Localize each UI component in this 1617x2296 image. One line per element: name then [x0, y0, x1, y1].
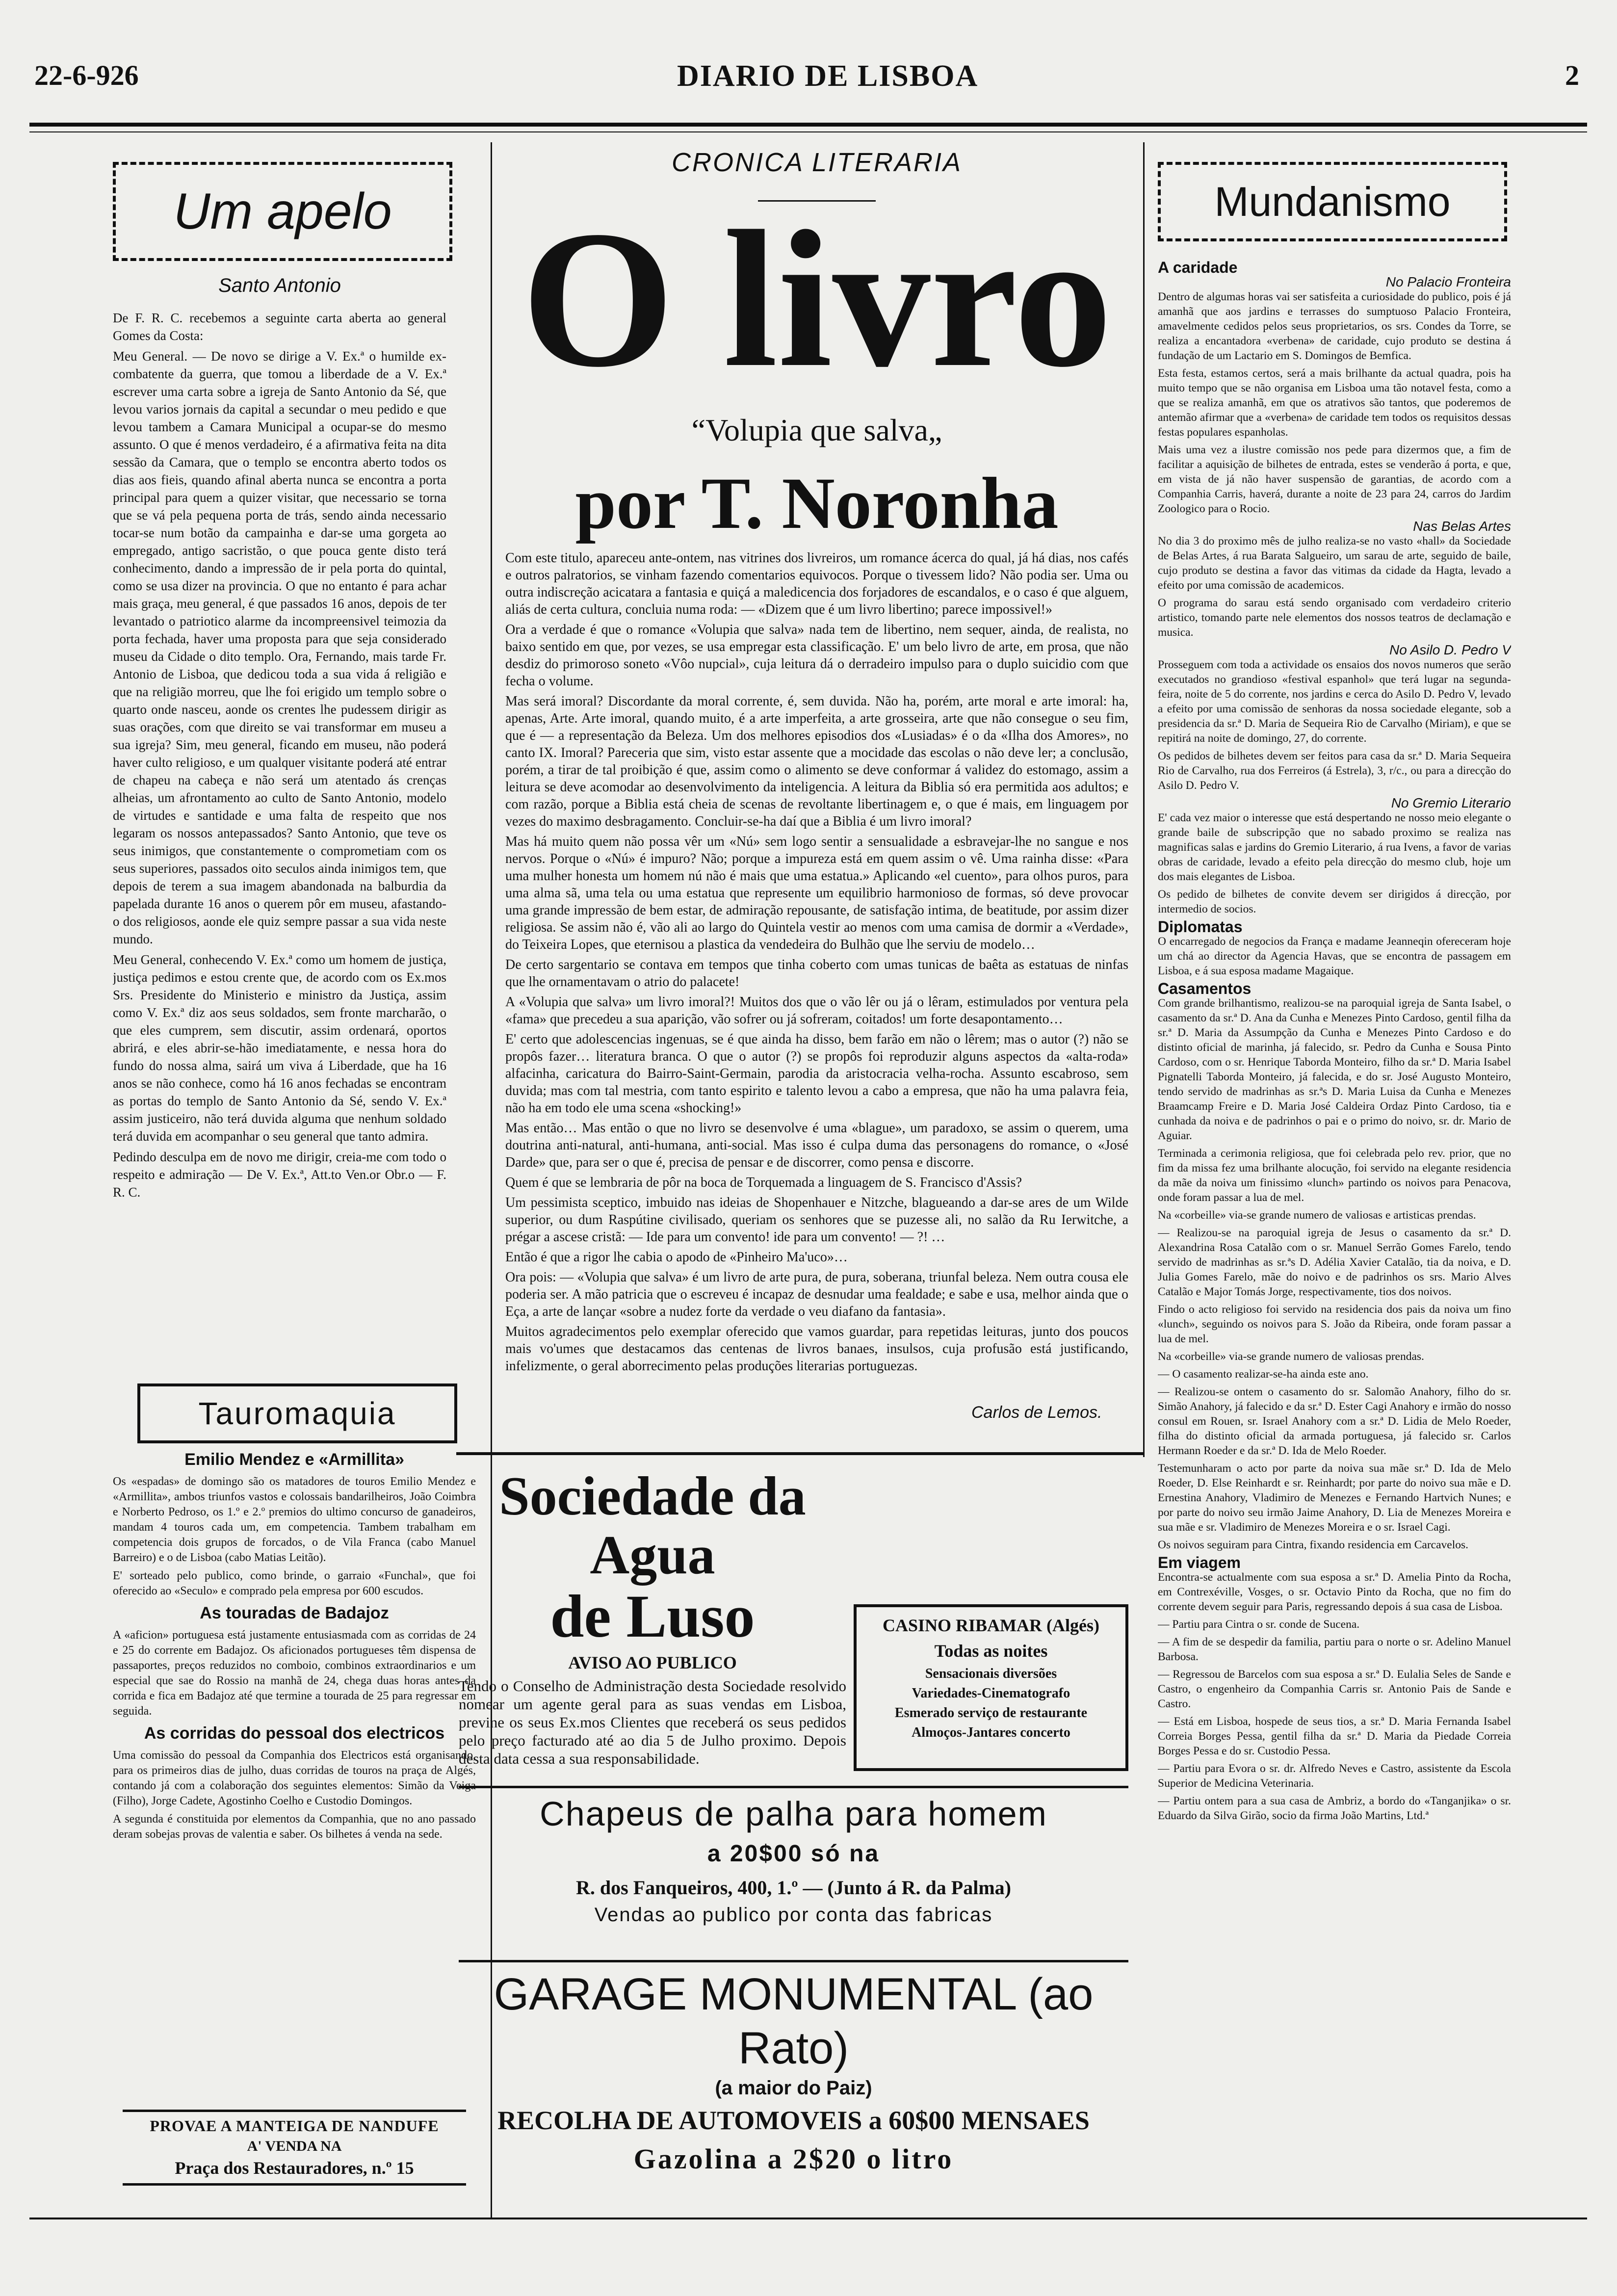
- paragraph: — Partiu ontem para a sua casa de Ambriz, a bordo do «Tanganjika» o sr. Eduardo da Silva Girão, socio da firma João Martins, Ltd.ª: [1158, 1795, 1511, 1822]
- paragraph: E' certo que adolescencias ingenuas, se é que ainda ha disso, bem farão em não o lêrem; mas o autor (?) não se propôs fazer… literatura branca. O que o autor (?) se propôs foi reproduzir alguns aspectos da «alta-roda» alfacinha, caricatura do Bairro-Saint-Germain, parodia da aristocracia velha-rocha. Assunto escabroso, sem duvida; mas com tal mestria, com tanto espirito e talento levou a cabo a empresa, que não ha uma palavra feia, não ha em todo ele uma scena «shocking!»: [505, 1032, 1128, 1116]
- byline: por T. Noronha: [575, 463, 1059, 544]
- masthead-title: DIARIO DE LISBOA: [677, 59, 979, 93]
- paragraph: — Partiu para Evora o sr. dr. Alfredo Neves e Castro, assistente da Escola Superior de Medicina Veterinaria.: [1158, 1762, 1511, 1790]
- paragraph: Meu General. — De novo se dirige a V. Ex.ª o humilde ex-combatente da guerra, que tomou a liberdade de a V. Ex.ª escrever uma carta sobre a igreja de Santo Antonio da Sé, que levou varios jornais da capital a secundar o meu pedido e que levou tambem a Camara Municipal a ocupar-se do mesmo assunto. O que é menos verdadeiro, é a afirmativa feita na dita sessão da Camara, que o templo se encontra aberto todos os dias aos fieis, quando afinal aberta nunca se encontra a porta principal para quem a quizer visitar, que necessario se torna que se vá pela pequena porta de trás, sendo ainda necessario tocar-se num botão da campainha e dar-se uma gorgeta ao empregado, antigo sacristão, o que pouca gente disto terá conhecimento, dando a impressão de ir pela porta do quintal, como se usa dizer na provincia. O que no entanto é para achar mais graça, meu general, é que passados 16 anos, depois de ter levantado o patriotico alarme da incompreensivel teimozia da porta fechada, haver uma proposta para que seja considerado museu da Cidade o dito templo. Ora, Fernando, mais tarde Fr. Antonio de Lisboa, que dedicou toda a sua vida á religião e que na religião morreu, que lhe foi erigido um templo sobre o quarto onde nasceu, aonde os crentes lhe pudessem dirigir as suas orações, com que direito se vai transformar em museu a sua igreja? Sim, meu general, ficando em museu, não poderá haver culto religioso, e um qualquer visitante poderá até entrar de chapeu na cabeça e não será um atentado ás crenças alheias, um afrontamento ao culto de Santo Antonio, modelo de virtudes e santidade e uma falta de respeito que nos legaram os nossos antepassados? Santo Antonio, que teve os seus inimigos, que constantemente o comprometiam com os seus superiores, passados oito seculos ainda inimigos tem, que depois de terem a sua imagem abandonada na balburdia da papelada durante 16 anos o querem pôr em museu, afastando-o dos religiosos, aonde ele quiz sempre passar a sua vida neste mundo.: [113, 349, 446, 946]
- chapeus-ad: [459, 1786, 1128, 1962]
- section-heading: Em viagem: [1158, 1554, 1241, 1571]
- tauromaquia-title-box: [137, 1383, 457, 1443]
- paragraph: Na «corbeille» via-se grande numero de valiosas e artisticas prendas.: [1158, 1209, 1476, 1222]
- mundanismo-title: Mundanismo: [1214, 179, 1451, 225]
- masthead-rule: [29, 123, 1587, 127]
- casino-ribamar-ad: [854, 1604, 1128, 1771]
- manteiga-ad-line-3: Praça dos Restauradores, n.º 15: [175, 2158, 414, 2178]
- um-apelo-subtitle: Santo Antonio: [218, 275, 341, 296]
- agua-luso-title: Sociedade da Agua: [499, 1466, 806, 1586]
- manteiga-ad-line-2: A' VENDA NA: [247, 2138, 342, 2154]
- garage-subtitle: (a maior do Paiz): [715, 2077, 872, 2099]
- headline: O livro: [522, 190, 1112, 408]
- um-apelo-title-box: [113, 162, 452, 261]
- section-place: No Asilo D. Pedro V: [1389, 642, 1511, 657]
- paragraph: Quem é que se lembraria de pôr na boca de Torquemada a linguagem de S. Francisco d'Assis?: [505, 1175, 1022, 1190]
- paragraph: Esta festa, estamos certos, será a mais brilhante da actual quadra, pois ha muito tempo que se não organisa em Lisboa uma tão notavel festa, como a que se realiza amanhã, em que os atrativos são tantos, que poderemos de antemão afirmar que a «verbena» de caridade tem todos os requisitos dessas festas populares espanholas.: [1158, 367, 1511, 439]
- paragraph: Na «corbeille» via-se grande numero de valiosas prendas.: [1158, 1350, 1424, 1363]
- section-place: Nas Belas Artes: [1413, 519, 1511, 534]
- um-apelo-title: Um apelo: [173, 183, 392, 240]
- tauromaquia-heading-1: Emilio Mendez e «Armillita»: [184, 1452, 404, 1469]
- garage-line-1: RECOLHA DE AUTOMOVEIS a 60$00 MENSAES: [497, 2106, 1090, 2135]
- paragraph: Findo o acto religioso foi servido na residencia dos pais da noiva um fino «lunch», seguindo os noivos para S. João da Ribeira, onde foram passar a lua de mel.: [1158, 1303, 1511, 1345]
- paragraph: — Está em Lisboa, hospede de seus tios, a sr.ª D. Maria Fernanda Isabel Correia Borges Pessa, gentil filha da sr.ª D. Maria da Piedade Correia Borges Pessa e do sr. Custodio Pessa.: [1158, 1715, 1511, 1757]
- section-place: No Palacio Fronteira: [1385, 274, 1511, 289]
- mundanismo-title-box: [1158, 162, 1507, 241]
- masthead-rule-thin: [29, 131, 1587, 132]
- garage-title: GARAGE MONUMENTAL (ao Rato): [494, 1969, 1094, 2073]
- paragraph: Testemunharam o acto por parte da noiva sua mãe sr.ª D. Ida de Melo Roeder, D. Else Reinhardt e sr. Reinhardt; por parte do noivo sua mãe e D. Ernestina Anahory, Vladimiro de Menezes e Fernando Hartvich Nunes; e por parte do noivo seu irmão Jaime Anahory, D. Lia de Menezes Moreira e sua mãe e sr. Vladimiro de Menezes Moreira e o sr. Israel Cagi.: [1158, 1462, 1511, 1534]
- mundanismo-body: [1158, 260, 1511, 2193]
- tauromaquia-heading-3: As corridas do pessoal dos electricos: [144, 1724, 445, 1743]
- chapeus-title: Chapeus de palha para homem: [540, 1795, 1047, 1833]
- paragraph: Ora a verdade é que o romance «Volupia que salva» nada tem de libertino, nem sequer, ainda, de realista, no baixo sentido em que, por vezes, se usa empregar esta classificação. E' um belo livro de arte, em prosa, que não desdiz do primoroso soneto «Vôo nupcial», cuja leitura dá o derradeiro impulso para o duplo suicidio com que fecha o volume.: [505, 622, 1128, 689]
- paragraph: — Partiu para Cintra o sr. conde de Sucena.: [1158, 1618, 1360, 1631]
- paragraph: Mais uma vez a ilustre comissão nos pede para dizermos que, a fim de facilitar a aquisição de bilhetes de entrada, estes se venderão á porta, e que, em vista de já não haver suspensão de garantias, de acordo com a Companhia Carris, haverá, durante a noite de 23 para 24, carros do Jardim Zoologico para o Rocio.: [1158, 444, 1511, 515]
- paragraph: O programa do sarau está sendo organisado com verdadeiro criterio artistico, tomando parte nele elementos dos nossos teatros de declamação e musica.: [1158, 597, 1511, 639]
- page-bottom-rule: [29, 2218, 1587, 2219]
- tauromaquia-body: [113, 1452, 476, 2105]
- chapeus-price: a 20$00 só na: [707, 1841, 880, 1867]
- um-apelo-body: [113, 309, 446, 1374]
- paragraph: Os pedidos de bilhetes devem ser feitos para casa da sr.ª D. Maria Sequeira Rio de Carvalho, rua dos Ferreiros (á Estrela), 3, r/c., ou para a direcção do Asilo D. Pedro V.: [1158, 750, 1511, 792]
- paragraph: De F. R. C. recebemos a seguinte carta aberta ao general Gomes da Costa:: [113, 311, 446, 343]
- agua-luso-subtitle: AVISO AO PUBLICO: [568, 1653, 737, 1672]
- paragraph: — Realizou-se na paroquial igreja de Jesus o casamento da sr.ª D. Alexandrina Rosa Catalão com o sr. Manuel Serrão Gomes Farelo, tendo servido de madrinhas as sr.ªs D. Adélia Xavier Catalão, tia da noiva, e D. Julia Gomes Farelo, mãe do noivo e de padrinhos os srs. Mario Alves Catalão e Major Tomás Jorge, respectivamente, tios dos noivos.: [1158, 1226, 1511, 1298]
- section-label: CRONICA LITERARIA: [671, 148, 963, 177]
- paragraph: Com este titulo, apareceu ante-ontem, nas vitrines dos livreiros, um romance ácerca do qual, já há dias, nos cafés e outros palratorios, se vinham fazendo comentarios equivocos. Porque o tivessem lido? Não podia ser. Uma ou outra indiscreção acicatara a fantasia e quiçá a maledicencia dos forjadores de escandalos, e o caso é que alguem, aliás de certa cultura, concluia numa roda: — «Dizem que é um livro libertino; parece impossivel!»: [505, 550, 1128, 617]
- paragraph: Os noivos seguiram para Cintra, fixando residencia em Carcavelos.: [1158, 1539, 1468, 1551]
- manteiga-ad-line-1: PROVAE A MANTEIGA DE NANDUFE: [150, 2117, 439, 2135]
- manteiga-ad: [123, 2110, 466, 2186]
- chapeus-note: Vendas ao publico por conta das fabricas: [594, 1904, 993, 1926]
- center-rule: [456, 1452, 1143, 1455]
- paragraph: Encontra-se actualmente com sua esposa a sr.ª D. Amelia Pinto da Rocha, em Contrexéville, Vosges, o sr. Octavio Pinto da Rocha, que no fim do corrente devem seguir para Paris, regressando depois á sua casa de Lisboa.: [1158, 1571, 1511, 1613]
- tauromaquia-heading-2: As touradas de Badajoz: [200, 1604, 389, 1622]
- paragraph: De certo sargentario se contava em tempos que tinha coberto com umas tunicas de baêta as estatuas de ninfas que lhe ornamentavam o atrio do palacete!: [505, 957, 1128, 990]
- paragraph: A «aficion» portuguesa está justamente entusiasmada com as corridas de 24 e 25 do corrente em Badajoz. Os aficionados portugueses têm dispensa de passaportes, preços reduzidos no comboio, combinos extraordinarios e um especial que sae do Rossio na manhã de 24, chega duas horas antes da corrida e fica em Badajoz até que termine a tourada de 25 para regressar em seguida.: [113, 1629, 476, 1718]
- tauromaquia-title: Tauromaquia: [198, 1396, 396, 1431]
- casino-title: CASINO RIBAMAR (Algés): [883, 1616, 1099, 1635]
- column-separator: [1143, 142, 1145, 1457]
- paragraph: Mas então… Mas então o que no livro se desenvolve é uma «blague», um paradoxo, se assim o querem, uma doutrina anti-natural, anti-humana, anti-social. Mas isso é culpa duma das personagens do romance, o «José Darde» que, para ser o que é, precisa de pensar e de discorrer, como pensa e discorre.: [505, 1121, 1128, 1170]
- garage-line-2: Gazolina a 2$20 o litro: [633, 2143, 954, 2175]
- paragraph: E' sorteado pelo publico, como brinde, o garraio «Funchal», que foi oferecido ao «Seculo» e comprado pela empresa por 600 escudos.: [113, 1569, 476, 1597]
- casino-line-1: Todas as noites: [934, 1641, 1048, 1661]
- paragraph: Com grande brilhantismo, realizou-se na paroquial igreja de Santa Isabel, o casamento da sr.ª D. Ana da Cunha e Menezes Pinto Cardoso, gentil filha da sr.ª D. Maria da Assumpção da Cunha e Menezes Pinto Cardoso e do distinto oficial de marinha, já falecido, sr. Pedro da Cunha e Sousa Pinto Cardoso, com o sr. Henrique Taborda Monteiro, filho da sr.ª D. Maria Isabel Pignatelli Taborda Monteiro, já falecida, e do sr. José Augusto Monteiro, tendo servido de madrinhas as sr.ªs D. Maria Luisa da Cunha e Menezes Braamcamp Freire e D. Maria José Caldeira Ordaz Pinto Cardoso, tia e cunhada da noiva e de padrinhos o pai e o primo do noivo, sr. dr. Mario de Aguiar.: [1158, 997, 1511, 1142]
- paragraph: Os pedido de bilhetes de convite devem ser dirigidos á direcção, por intermedio de socios.: [1158, 888, 1511, 915]
- paragraph: — A fim de se despedir da familia, partiu para o norte o sr. Adelino Manuel Barbosa.: [1158, 1636, 1511, 1663]
- paragraph: Mas há muito quem não possa vêr um «Nú» sem logo sentir a sensualidade a esbravejar-lhe no sangue e nos nervos. Porque o «Nú» é impuro? Não; porque a impureza está em quem assim o vê. Uma rainha disse: «Para uma mulher honesta um homem nú não é mais que uma estatua.» Aplicando «el cuento», para olhos puros, para uma alma sã, uma tela ou uma estatua que represente um equilibrio harmonioso de formas, só deve provocar uma grande impressão de bem estar, de admiração repousante, de satisfação intima, de beatitude, por assim dizer religiosa. Se assim não é, vão ali ao largo do Quintela vestir ao menos com uma camisa de dormir a «Verdade», do Teixeira Lopes, que eternisou a plastica da vendedeira do Bulhão que lhe serviu de modelo…: [505, 834, 1128, 952]
- paragraph: No dia 3 do proximo mês de julho realiza-se no vasto «hall» da Sociedade de Belas Artes, á rua Barata Salgueiro, um sarau de arte, seguido de baile, cujo produto se destina a favor das vitimas da cidade da Hagta, levado a efeito por uma comissão de academicos.: [1158, 535, 1511, 592]
- paragraph: Os «espadas» de domingo são os matadores de touros Emilio Mendez e «Armillita», ambos triunfos vastos e colossais bandarilheiros, João Coimbra e Norberto Pedroso, os 1.º e 2.º premios do ultimo concurso de ganadeiros, mandam 4 touros cada um, em competencia. Tambem trabalham em competencia dois grupos de forcados, o de Vila Franca (cabo Manuel Barreiro) e o de Lisboa (cabo Matias Leitão).: [113, 1475, 476, 1564]
- casino-line-3: Variedades-Cinematografo: [912, 1686, 1070, 1701]
- section-heading: A caridade: [1158, 260, 1238, 276]
- paragraph: Terminada a cerimonia religiosa, que foi celebrada pelo rev. prior, que no fim da missa fez uma brilhante alocução, foi servido na elegante residencia da mãe da noiva um finissimo «lunch» partindo os noivos para Penacova, onde foram passar a lua de mel.: [1158, 1147, 1511, 1204]
- paragraph: A segunda é constituida por elementos da Companhia, que no ano passado deram sobejas provas de valentia e saber. Os bilhetes á venda na sede.: [113, 1813, 476, 1841]
- section-heading: Diplomatas: [1158, 918, 1243, 936]
- headline-subtitle: “Volupia que salva„: [691, 413, 942, 447]
- agua-luso-title-2: de Luso: [550, 1583, 755, 1650]
- paragraph: Um pessimista sceptico, imbuido nas ideias de Shopenhauer e Nitzche, blagueando a dar-se ares de um Wilde superior, ou dum Raspútine civilisado, queriam os senhores que se puzesse ali, no salão da Ru Ierwitche, a prégar a ascese cristã: — Ide para um convento! ide para um convento! — ?! …: [505, 1195, 1128, 1245]
- paragraph: — O casamento realizar-se-ha ainda este ano.: [1158, 1368, 1369, 1381]
- article-body: [505, 549, 1128, 1393]
- section-heading: Casamentos: [1158, 980, 1252, 997]
- paragraph: Meu General, conhecendo V. Ex.ª como um homem de justiça, justiça pedimos e estou crente que, de acordo com os Ex.mos Srs. Presidente do Ministerio e ministro da Justiça, assim como V. Ex.ª diz aos seus soldados, sem fronte marcharão, o que eles cumprem, sem discutir, assim ordenará, oportos abrirá, e eles abrir-se-hão imediatamente, e nessa hora do fundo do nossa alma, sairá um viva á Liberdade, que ha 16 anos se não conhece, como há 16 anos fechadas se encontram as portas do templo de Santo Antonio da Sé, sendo V. Ex.ª assim justiceiro, não terá duvida alguma que nenhum soldado terá duvida em acompanhar o seu general que tanto admira.: [113, 952, 446, 1144]
- paragraph: Então é que a rigor lhe cabia o apodo de «Pinheiro Ma'uco»…: [505, 1250, 848, 1265]
- masthead-page-number: 2: [1565, 59, 1579, 91]
- paragraph: E' cada vez maior o interesse que está despertando ne nosso meio elegante o grande baile de subscripção que no sabado proximo se realiza nas magnificas salas e jardins do Gremio Literario, á rua Ivens, a favor de varias obras de caridade, levado a efeito pela direcção do mesmo club, hoje um dos mais elegantes de Lisboa.: [1158, 811, 1511, 883]
- casino-line-4: Esmerado serviço de restaurante: [894, 1705, 1088, 1721]
- section-place: No Gremio Literario: [1391, 795, 1511, 810]
- paragraph: A «Volupia que salva» um livro imoral?! Muitos dos que o vão lêr ou já o lêram, estimulados por ventura pela «fama» que precedeu a sua aparição, vão sofrer ou já sofreram, coitados! um forte desapontamento…: [505, 994, 1128, 1027]
- masthead-date: 22-6-926: [34, 59, 139, 91]
- paragraph: — Realizou-se ontem o casamento do sr. Salomão Anahory, filho do sr. Simão Anahory, já falecido e da sr.ª D. Ester Cagi Anahory e irmão do nosso consul em Rouen, sr. Israel Anahory com a sr.ª D. Lidia de Melo Roeder, filha do distinto oficial da armada portuguesa, já falecido sr. Carlos Hermann Roeder e da sr.ª D. Ida de Melo Roeder.: [1158, 1385, 1511, 1457]
- casino-line-5: Almoços-Jantares concerto: [912, 1725, 1070, 1740]
- casino-line-2: Sensacionais diversões: [925, 1666, 1057, 1681]
- paragraph: Prosseguem com toda a actividade os ensaios dos novos numeros que serão executados no grandioso «festival espanhol» que terá lugar na segunda-feira, noite de 5 do corrente, nos jardins e cerca do Asilo D. Pedro V, levado a efeito por uma comissão de senhoras da nossa sociedade elegante, sob a presidencia da sr.ª D. Maria de Sequeira Rio de Carvalho (Miriam), e que se repitirá na noite de domingo, 27, do corrente.: [1158, 658, 1511, 745]
- chapeus-address: R. dos Fanqueiros, 400, 1.º — (Junto á R. da Palma): [576, 1877, 1011, 1899]
- paragraph: O encarregado de negocios da França e madame Jeanneqin ofereceram hoje um chá ao director da Agencia Havas, que se encontra de passagem em Lisboa, e á sua esposa madame Magaique.: [1158, 935, 1511, 977]
- paragraph: Uma comissão do pessoal da Companhia dos Electricos está organisando, para os primeiros dias de julho, duas corridas de touros na praça de Algés, contando já com a colaboração dos seguintes elementos: Simão da Veiga (Filho), Jorge Cadete, Agostinho Coelho e Custodio Domingos.: [113, 1749, 476, 1807]
- paragraph: Mas será imoral? Discordante da moral corrente, é, sem duvida. Não ha, porém, arte moral e arte imoral: ha, apenas, Arte. Arte imoral, quando muito, é a arte imperfeita, a arte grosseira, arte que não consegue o seu fim, que é — a representação da Beleza. Um dos melhores episodios dos «Lusiadas» é o da «Ilha dos Amores», no canto IX. Imoral? Pareceria que sim, visto estar assente que a mocidade das escolas o não deve ler; a conclusão, porém, a tirar de tal proibição é que, assim como o alimento se deve conformar á validez do estomago, assim a leitura se deve acomodar ao desenvolvimento da inteligencia. A leitura da Biblia só era permitida aos adultos; e com razão, porque a Biblia está cheia de scenas de revoltante libertinagem e, o que é mais, em linguagem por vezes do maximo desbragamento. Concluir-se-ha daí que a Biblia é um livro imoral?: [505, 694, 1128, 829]
- garage-ad: [459, 1967, 1128, 2183]
- paragraph: — Regressou de Barcelos com sua esposa a sr.ª D. Eulalia Seles de Sande e Castro, o engenheiro da Companhia Carris sr. Antonio Pais de Sande e Castro.: [1158, 1668, 1511, 1710]
- paragraph: Ora pois: — «Volupia que salva» é um livro de arte pura, de pura, soberana, triunfal beleza. Nem outra cousa ele poderia ser. A mão patricia que o escreveu é incapaz de desnudar uma fealdade; e sabe e usa, melhor ainda que o Eça, a arte de lançar «sobre a nudez forte da verdade o veu diafano da fantasia».: [505, 1270, 1128, 1319]
- paragraph: Dentro de algumas horas vai ser satisfeita a curiosidade do publico, pois é já amanhã que aos jardins e terrasses do sumptuoso Palacio Fronteira, amavelmente cedidos pelos seus proprietarios, os srs. Condes da Torre, se realiza a encantadora «verbena» de caridade, cujo produto se destina á fundação de um Lactario em S. Domingos de Bemfica.: [1158, 290, 1511, 362]
- agua-luso-ad: [459, 1466, 846, 1767]
- paragraph: Pedindo desculpa em de novo me dirigir, creia-me com todo o respeito e admiração — De V. Ex.ª, Att.to Ven.or Obr.o — F. R. C.: [113, 1149, 446, 1200]
- article-signature: Carlos de Lemos.: [971, 1403, 1102, 1422]
- agua-luso-text: Tendo o Conselho de Administração desta Sociedade resolvido nomear um agente geral para as suas vendas em Lisboa, previne os seus Ex.mos Clientes que receberá os seus pedidos pelo preço facturado até ao dia 5 de Julho proximo. Depois desta data cessa a sua responsabilidade.: [459, 1677, 846, 1767]
- paragraph: Muitos agradecimentos pelo exemplar oferecido que vamos guardar, para repetidas leituras, junto dos poucos mais vo'umes que destacamos das centenas de livros banaes, insulsos, cuja profusão está justificando, infelizmente, o geral aborrecimento pelas produções literarias portuguezas.: [505, 1324, 1128, 1374]
